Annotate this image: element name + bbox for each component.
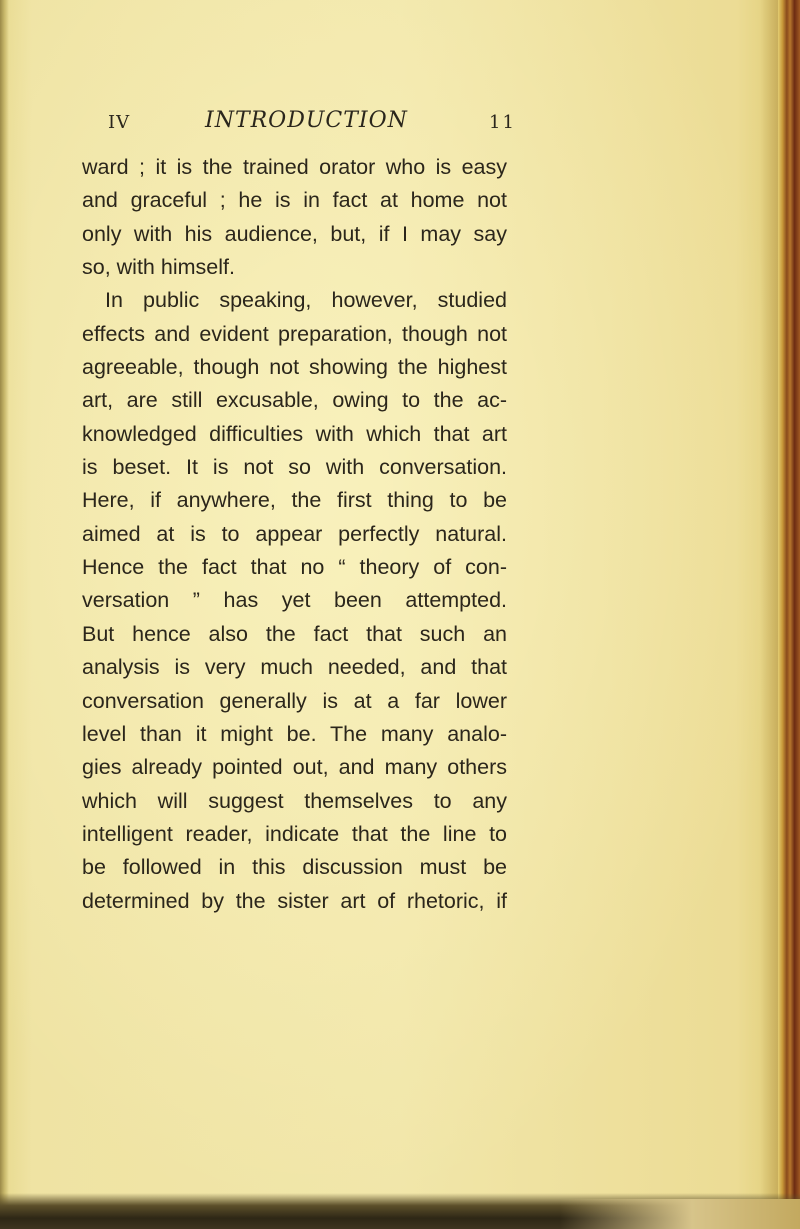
text-line: art, are still excusable, owing to the ac- xyxy=(82,388,507,413)
running-title: INTRODUCTION xyxy=(205,108,408,133)
text-line: effects and evident preparation, though not xyxy=(82,321,507,346)
text-line: In public speaking, however, studied xyxy=(105,288,507,313)
text-line: intelligent reader, indicate that the line to xyxy=(82,821,507,846)
text-line: aimed at is to appear perfectly natural. xyxy=(82,521,507,546)
body-text xyxy=(82,151,507,918)
text-line: be followed in this discussion must be xyxy=(82,855,507,880)
text-line: conversation generally is at a far lower xyxy=(82,688,507,713)
page-left-edge xyxy=(0,0,9,1229)
text-line: But hence also the fact that such an xyxy=(82,621,507,646)
text-line: which will suggest themselves to any xyxy=(82,788,507,813)
text-line: level than it might be. The many analo- xyxy=(82,721,507,746)
text-line: ward ; it is the trained orator who is easy xyxy=(82,155,507,179)
book-spine xyxy=(778,0,800,1229)
running-header xyxy=(0,108,800,138)
text-line: is beset. It is not so with conversation. xyxy=(82,455,507,480)
text-line: determined by the sister art of rhetoric, if xyxy=(82,888,507,913)
section-numeral: IV xyxy=(108,112,131,133)
text-line: and graceful ; he is in fact at home not xyxy=(82,188,507,213)
text-line: versation ” has yet been attempted. xyxy=(82,588,507,613)
text-line: knowledged difficulties with which that art xyxy=(82,421,507,446)
text-line: so, with himself. xyxy=(82,255,235,280)
text-line: Here, if anywhere, the first thing to be xyxy=(82,488,507,513)
page-number: 11 xyxy=(489,112,516,133)
text-line: Hence the fact that no “ theory of con- xyxy=(82,555,507,580)
text-line: agreeable, though not showing the highest xyxy=(82,355,507,380)
text-line: analysis is very much needed, and that xyxy=(82,655,507,680)
text-line: only with his audience, but, if I may say xyxy=(82,221,507,246)
text-line: gies already pointed out, and many others xyxy=(82,755,507,780)
spine-shadow xyxy=(760,0,778,1229)
page-bottom-highlight xyxy=(560,1199,800,1229)
